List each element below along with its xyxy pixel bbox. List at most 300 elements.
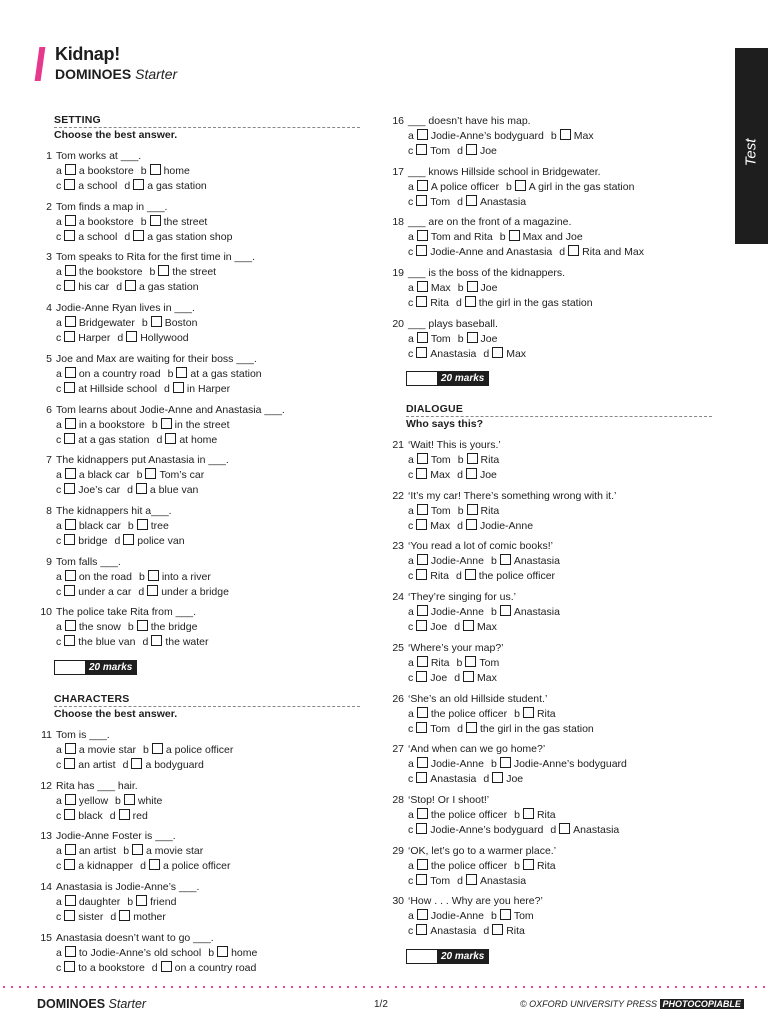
question-stem: Joe and Max are waiting for their boss ___. [56, 352, 257, 365]
answer-checkbox[interactable] [217, 946, 228, 957]
option-text: Tom [430, 874, 451, 887]
answer-checkbox[interactable] [466, 519, 477, 530]
option-letter: a [408, 130, 414, 142]
question-stem: ‘She’s an old Hillside student.’ [408, 692, 548, 705]
answer-checkbox[interactable] [133, 179, 144, 190]
section-instruction: Who says this? [406, 418, 484, 430]
question-stem: ‘And when can we go home?’ [408, 743, 546, 756]
option-text: home [231, 946, 258, 959]
answer-checkbox[interactable] [465, 296, 476, 307]
option-letter: d [483, 773, 490, 786]
option-letter: a [408, 656, 414, 669]
option-letter: d [124, 230, 131, 243]
section-title: CHARACTERS [54, 693, 360, 707]
option-text: Tom [430, 145, 451, 157]
answer-checkbox[interactable] [467, 332, 478, 343]
marks-box [406, 371, 489, 386]
question-number: 26 [392, 692, 404, 705]
answer-checkbox[interactable] [509, 230, 520, 241]
answer-checkbox[interactable] [417, 656, 428, 667]
answer-checkbox[interactable] [416, 569, 427, 580]
option-letter: c [408, 519, 414, 532]
option-row [408, 129, 594, 144]
option-letter: d [457, 874, 463, 887]
answer-checkbox[interactable] [417, 605, 428, 616]
option-letter: c [56, 809, 62, 822]
answer-checkbox[interactable] [151, 635, 162, 646]
answer-checkbox[interactable] [64, 230, 75, 241]
option-text: to a bookstore [78, 961, 145, 974]
option-row [408, 281, 497, 296]
option-text: Tom [430, 454, 451, 466]
option-text: a bookstore [78, 215, 134, 228]
answer-checkbox[interactable] [515, 180, 526, 191]
option-text: Anastasia [573, 823, 620, 836]
question-item [36, 453, 366, 498]
question-number: 18 [392, 216, 404, 229]
answer-checkbox[interactable] [466, 144, 477, 155]
option-text: Max [477, 671, 497, 684]
option-letter: b [505, 180, 512, 193]
answer-checkbox[interactable] [64, 859, 75, 870]
answer-checkbox[interactable] [126, 331, 137, 342]
option-text: sister [78, 911, 104, 924]
option-letter: a [56, 367, 62, 380]
answer-checkbox[interactable] [417, 554, 428, 565]
option-text: A girl in the gas station [528, 180, 635, 193]
option-text: into a river [161, 570, 211, 583]
answer-checkbox[interactable] [466, 874, 477, 885]
answer-checkbox[interactable] [500, 757, 511, 768]
question-number: 12 [40, 779, 52, 792]
section-title: DIALOGUE [406, 403, 712, 417]
answer-checkbox[interactable] [417, 332, 428, 343]
question-stem: The kidnappers hit a___. [56, 504, 172, 517]
option-row [56, 382, 230, 397]
option-text: Joe [430, 621, 448, 634]
option-text: daughter [78, 896, 121, 909]
option-row [56, 743, 233, 758]
option-letter: a [56, 519, 62, 532]
option-row [408, 757, 627, 772]
answer-checkbox[interactable] [416, 874, 427, 885]
question-item [36, 931, 366, 976]
question-item [36, 728, 366, 773]
answer-checkbox[interactable] [64, 534, 75, 545]
option-row [408, 823, 619, 838]
answer-checkbox[interactable] [500, 554, 511, 565]
answer-checkbox[interactable] [161, 961, 172, 972]
option-text: Jodie-Anne and Anastasia [430, 246, 553, 259]
answer-checkbox[interactable] [64, 961, 75, 972]
option-letter: b [490, 758, 497, 771]
option-text: a black car [78, 469, 130, 482]
option-row [408, 808, 556, 823]
option-letter: c [408, 570, 414, 583]
option-row [408, 504, 499, 519]
answer-checkbox[interactable] [65, 215, 76, 226]
answer-checkbox[interactable] [64, 433, 75, 444]
option-row [408, 924, 525, 939]
question-stem: ‘How . . . Why are you here?’ [408, 895, 543, 908]
option-row [408, 656, 499, 671]
option-letter: a [56, 946, 62, 959]
question-number: 15 [40, 931, 52, 944]
option-letter: c [408, 145, 414, 157]
answer-checkbox[interactable] [65, 570, 76, 581]
option-letter: a [408, 859, 414, 872]
option-letter: b [457, 282, 464, 295]
answer-checkbox[interactable] [417, 180, 428, 191]
option-text: Tom [430, 332, 451, 345]
question-item [388, 539, 718, 584]
option-letter: b [136, 469, 143, 482]
question-stem: Tom finds a map in ___. [56, 200, 168, 213]
option-letter: d [117, 332, 124, 345]
option-letter: d [457, 722, 463, 735]
answer-checkbox[interactable] [65, 743, 76, 754]
answer-checkbox[interactable] [64, 280, 75, 291]
answer-checkbox[interactable] [463, 671, 474, 682]
option-letter: c [56, 332, 62, 345]
option-letter: d [110, 911, 117, 924]
option-row [56, 418, 230, 433]
answer-checkbox[interactable] [64, 331, 75, 342]
question-item [388, 266, 718, 311]
question-number: 22 [392, 489, 404, 502]
option-letter: a [56, 794, 62, 807]
answer-checkbox[interactable] [417, 757, 428, 768]
answer-checkbox[interactable] [65, 265, 76, 276]
option-row [408, 909, 534, 924]
answer-checkbox[interactable] [416, 519, 427, 530]
answer-checkbox[interactable] [463, 620, 474, 631]
option-letter: c [408, 469, 414, 481]
option-row [56, 280, 199, 295]
answer-checkbox[interactable] [136, 483, 147, 494]
option-letter: d [116, 281, 123, 294]
option-letter: b [115, 794, 121, 807]
answer-checkbox[interactable] [465, 569, 476, 580]
answer-checkbox[interactable] [65, 844, 76, 855]
option-letter: b [457, 504, 464, 517]
answer-checkbox[interactable] [137, 620, 148, 631]
answer-checkbox[interactable] [65, 316, 76, 327]
answer-checkbox[interactable] [150, 164, 161, 175]
option-text: under a car [78, 585, 132, 598]
answer-checkbox[interactable] [119, 910, 130, 921]
answer-checkbox[interactable] [149, 859, 160, 870]
option-row [56, 265, 216, 280]
option-text: friend [150, 896, 177, 909]
option-row [408, 772, 523, 787]
answer-checkbox[interactable] [417, 453, 428, 464]
answer-checkbox[interactable] [65, 164, 76, 175]
marks-box [54, 660, 137, 675]
answer-checkbox[interactable] [64, 483, 75, 494]
option-text: Max and Joe [522, 231, 583, 244]
option-letter: d [109, 809, 116, 822]
question-item [36, 250, 366, 295]
option-row [56, 809, 148, 824]
answer-checkbox[interactable] [560, 129, 571, 140]
answer-checkbox[interactable] [125, 280, 136, 291]
option-letter: a [408, 606, 414, 619]
option-row [408, 332, 497, 347]
answer-checkbox[interactable] [65, 519, 76, 530]
option-letter: d [142, 636, 149, 649]
answer-checkbox[interactable] [417, 281, 428, 292]
option-letter: d [164, 382, 170, 395]
answer-checkbox[interactable] [466, 722, 477, 733]
option-text: Anastasia [430, 773, 477, 786]
answer-checkbox[interactable] [65, 620, 76, 631]
option-text: on a country road [174, 961, 257, 974]
series-name: DOMINOES Starter [55, 66, 178, 82]
question-stem: ‘Stop! Or I shoot!’ [408, 793, 490, 806]
test-tab-label: Test [742, 138, 760, 167]
option-text: his car [78, 281, 110, 294]
answer-checkbox[interactable] [158, 265, 169, 276]
answer-checkbox[interactable] [416, 347, 427, 358]
option-letter: c [56, 281, 62, 294]
answer-checkbox[interactable] [65, 468, 76, 479]
option-row [408, 245, 644, 260]
option-letter: a [56, 317, 62, 330]
option-text: on a country road [78, 367, 161, 380]
answer-checkbox[interactable] [65, 946, 76, 957]
option-text: at a gas station [190, 367, 262, 380]
answer-checkbox[interactable] [466, 195, 477, 206]
answer-checkbox[interactable] [416, 296, 427, 307]
score-blank[interactable] [407, 372, 437, 385]
answer-checkbox[interactable] [124, 794, 135, 805]
answer-checkbox[interactable] [64, 179, 75, 190]
answer-checkbox[interactable] [467, 453, 478, 464]
score-blank[interactable] [407, 950, 437, 963]
option-letter: b [127, 519, 134, 532]
answer-checkbox[interactable] [559, 823, 570, 834]
answer-checkbox[interactable] [145, 468, 156, 479]
option-row [408, 874, 526, 889]
answer-checkbox[interactable] [161, 418, 172, 429]
option-letter: c [56, 382, 62, 395]
option-row [56, 794, 162, 809]
answer-checkbox[interactable] [417, 504, 428, 515]
answer-checkbox[interactable] [64, 758, 75, 769]
option-letter: a [408, 504, 414, 517]
option-letter: b [140, 165, 147, 177]
question-stem: Jodie-Anne Ryan lives in ___. [56, 302, 195, 315]
answer-checkbox[interactable] [147, 585, 158, 596]
answer-checkbox[interactable] [136, 895, 147, 906]
answer-checkbox[interactable] [417, 707, 428, 718]
answer-checkbox[interactable] [492, 347, 503, 358]
question-item [36, 149, 366, 194]
option-row [56, 367, 262, 382]
answer-checkbox[interactable] [417, 129, 428, 140]
answer-checkbox[interactable] [173, 382, 184, 393]
option-text: an artist [78, 759, 116, 771]
answer-checkbox[interactable] [119, 809, 130, 820]
option-letter: d [457, 519, 463, 532]
answer-checkbox[interactable] [465, 656, 476, 667]
option-text: in Harper [186, 382, 231, 395]
answer-checkbox[interactable] [416, 468, 427, 479]
option-text: Anastasia [513, 606, 560, 619]
answer-checkbox[interactable] [417, 808, 428, 819]
answer-checkbox[interactable] [151, 316, 162, 327]
option-text: black [78, 809, 103, 822]
option-letter: a [56, 845, 62, 858]
answer-checkbox[interactable] [416, 772, 427, 783]
option-letter: b [149, 266, 156, 279]
option-text: a gas station [139, 281, 199, 294]
answer-checkbox[interactable] [523, 707, 534, 718]
question-number: 23 [392, 540, 404, 553]
option-text: Joe [480, 332, 498, 345]
option-text: Boston [164, 317, 198, 330]
question-item [36, 779, 366, 824]
option-text: a police officer [162, 860, 231, 873]
answer-checkbox[interactable] [523, 859, 534, 870]
option-letter: b [138, 570, 145, 583]
option-letter: a [408, 231, 414, 244]
answer-checkbox[interactable] [416, 671, 427, 682]
option-letter: d [455, 297, 462, 310]
answer-checkbox[interactable] [65, 794, 76, 805]
option-row [56, 570, 211, 585]
answer-checkbox[interactable] [492, 772, 503, 783]
option-text: a bookstore [78, 165, 134, 177]
question-stem: Jodie-Anne Foster is ___. [56, 830, 176, 843]
option-letter: b [123, 845, 130, 858]
question-number: 21 [392, 439, 404, 451]
option-letter: d [483, 925, 490, 938]
answer-checkbox[interactable] [65, 895, 76, 906]
question-number: 29 [392, 844, 404, 857]
answer-checkbox[interactable] [467, 281, 478, 292]
answer-checkbox[interactable] [568, 245, 579, 256]
option-text: Rita [506, 925, 525, 938]
answer-checkbox[interactable] [466, 468, 477, 479]
question-number: 25 [392, 641, 404, 654]
answer-checkbox[interactable] [64, 585, 75, 596]
answer-checkbox[interactable] [416, 245, 427, 256]
answer-checkbox[interactable] [417, 859, 428, 870]
question-item [388, 894, 718, 939]
option-text: Jodie-Anne’s bodyguard [513, 758, 627, 771]
option-row [56, 895, 176, 910]
page-title: Kidnap! [55, 44, 120, 64]
option-text: Jodie-Anne [479, 519, 534, 532]
answer-checkbox[interactable] [148, 570, 159, 581]
option-letter: a [56, 418, 62, 431]
answer-checkbox[interactable] [165, 433, 176, 444]
option-row [408, 722, 594, 737]
option-text: Bridgewater [78, 317, 135, 330]
answer-checkbox[interactable] [416, 144, 427, 155]
answer-checkbox[interactable] [467, 504, 478, 515]
option-text: Rita [430, 570, 449, 583]
option-text: an artist [78, 845, 117, 858]
question-number: 7 [46, 454, 52, 467]
score-blank[interactable] [55, 661, 85, 674]
test-tab [735, 48, 768, 244]
option-text: in the street [174, 418, 230, 431]
option-text: Tom and Rita [430, 231, 493, 244]
question-stem: Anastasia doesn’t want to go ___. [56, 931, 214, 944]
option-letter: a [408, 707, 414, 720]
answer-checkbox[interactable] [65, 367, 76, 378]
answer-checkbox[interactable] [416, 620, 427, 631]
answer-checkbox[interactable] [417, 909, 428, 920]
answer-checkbox[interactable] [416, 195, 427, 206]
answer-checkbox[interactable] [64, 382, 75, 393]
option-row [408, 519, 533, 534]
option-letter: c [56, 860, 62, 873]
answer-checkbox[interactable] [132, 844, 143, 855]
option-text: Rita [536, 859, 556, 872]
option-text: a movie star [78, 744, 137, 756]
option-text: the police officer [430, 707, 508, 720]
answer-checkbox[interactable] [416, 722, 427, 733]
answer-checkbox[interactable] [176, 367, 187, 378]
answer-checkbox[interactable] [137, 519, 148, 530]
option-letter: c [408, 297, 414, 310]
answer-checkbox[interactable] [64, 910, 75, 921]
option-row [408, 144, 497, 159]
option-row [56, 331, 189, 346]
answer-checkbox[interactable] [152, 743, 163, 754]
option-text: Joe’s car [78, 484, 121, 497]
option-text: the blue van [78, 636, 136, 649]
question-item [388, 438, 718, 483]
answer-checkbox[interactable] [133, 230, 144, 241]
option-letter: b [514, 808, 520, 821]
option-letter: c [56, 180, 62, 192]
footer-dotted-divider [0, 986, 768, 988]
question-item [388, 317, 718, 362]
answer-checkbox[interactable] [64, 635, 75, 646]
answer-checkbox[interactable] [416, 924, 427, 935]
option-letter: d [140, 860, 146, 873]
answer-checkbox[interactable] [131, 758, 142, 769]
question-item [388, 215, 718, 260]
question-item [388, 641, 718, 686]
answer-checkbox[interactable] [150, 215, 161, 226]
footer-copyright: © OXFORD UNIVERSITY PRESS PHOTOCOPIABLE [520, 999, 744, 1009]
answer-checkbox[interactable] [416, 823, 427, 834]
option-letter: b [457, 454, 464, 466]
option-text: the police officer [430, 859, 508, 872]
answer-checkbox[interactable] [123, 534, 134, 545]
answer-checkbox[interactable] [500, 605, 511, 616]
answer-checkbox[interactable] [492, 924, 503, 935]
option-letter: a [408, 454, 414, 466]
option-letter: d [457, 195, 463, 208]
option-text: a police officer [165, 744, 234, 756]
option-text: Anastasia [513, 555, 560, 568]
answer-checkbox[interactable] [523, 808, 534, 819]
option-text: a school [78, 180, 118, 192]
answer-checkbox[interactable] [500, 909, 511, 920]
answer-checkbox[interactable] [64, 809, 75, 820]
answer-checkbox[interactable] [65, 418, 76, 429]
question-item [36, 880, 366, 925]
option-row [56, 519, 169, 534]
answer-checkbox[interactable] [417, 230, 428, 241]
